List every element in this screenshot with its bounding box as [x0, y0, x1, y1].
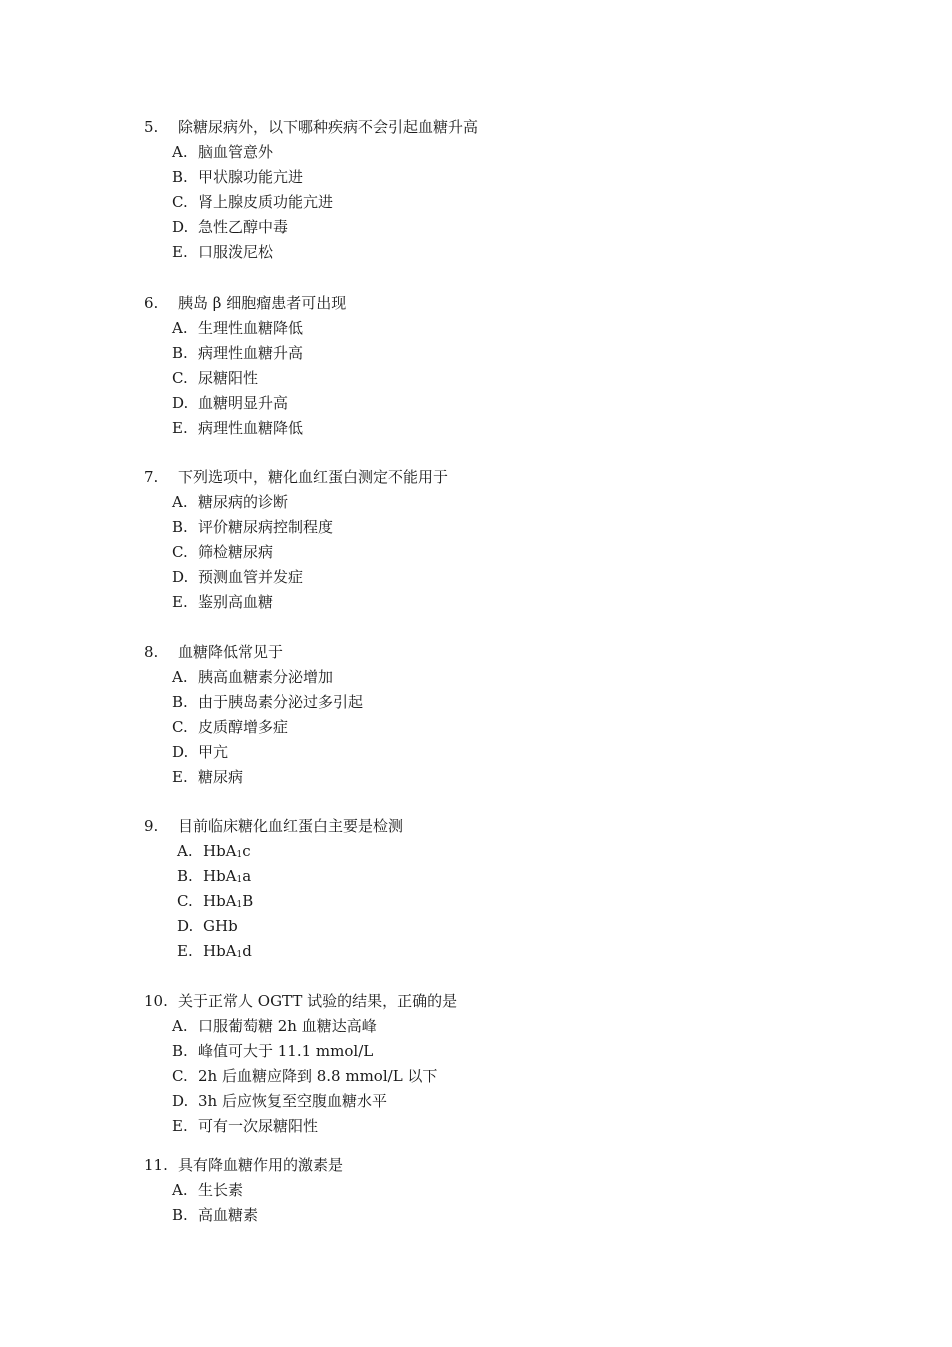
question-text: 血糖降低常见于 — [178, 643, 284, 661]
question-10 — [144, 989, 844, 1138]
question-stem — [144, 1153, 844, 1178]
option-a: A. 脑血管意外 — [172, 143, 274, 161]
question-text: 目前临床糖化血红蛋白主要是检测 — [178, 817, 404, 835]
option-b: B. 评价糖尿病控制程度 — [172, 517, 334, 536]
question-text: 具有降血糖作用的激素是 — [178, 1156, 344, 1174]
option-a: A. 口服葡萄糖 2h 血糖达高峰 — [172, 1017, 377, 1035]
option-b: B. 高血糖素 — [172, 1205, 259, 1224]
question-9 — [144, 814, 844, 963]
option-d: D. 血糖明显升高 — [172, 393, 289, 412]
question-stem — [144, 465, 844, 490]
question-number: 5. — [144, 118, 159, 136]
option-c: C. 2h 后血糖应降到 8.8 mmol/L 以下 — [172, 1066, 438, 1085]
question-stem — [144, 814, 844, 839]
question-11 — [144, 1153, 844, 1228]
option-d: D. 3h 后应恢复至空腹血糖水平 — [172, 1091, 387, 1110]
option-e: E. 糖尿病 — [172, 767, 244, 786]
question-stem — [144, 989, 844, 1014]
option-c: C. 皮质醇增多症 — [172, 717, 289, 736]
option-c: C. 尿糖阳性 — [172, 368, 259, 387]
option-d: D. 急性乙醇中毒 — [172, 217, 289, 236]
option-b: B. HbA$_1$a — [177, 866, 252, 885]
option-b: B. 病理性血糖升高 — [172, 343, 304, 362]
option-a: A. 糖尿病的诊断 — [172, 493, 289, 511]
question-text: 胰岛 β 细胞瘤患者可出现 — [178, 294, 347, 312]
question-text: 除糖尿病外，以下哪种疾病不会引起血糖升高 — [178, 118, 479, 136]
question-6 — [144, 291, 844, 440]
question-number: 9. — [144, 817, 159, 835]
question-number: 7. — [144, 468, 159, 486]
option-e: E. 病理性血糖降低 — [172, 418, 304, 437]
question-stem — [144, 115, 844, 140]
option-e: E. 鉴别高血糖 — [172, 592, 274, 611]
question-number: 6. — [144, 294, 159, 312]
question-stem — [144, 291, 844, 316]
question-number: 8. — [144, 643, 159, 661]
question-number: 10. — [144, 992, 168, 1010]
question-stem — [144, 640, 844, 665]
question-7 — [144, 465, 844, 614]
question-text: 下列选项中，糖化血红蛋白测定不能用于 — [178, 468, 449, 486]
question-text: 关于正常人 OGTT 试验的结果，正确的是 — [178, 992, 458, 1010]
option-c: C. HbA$_1$B — [177, 891, 254, 910]
question-5 — [144, 115, 844, 264]
option-a: A. 生长素 — [172, 1181, 244, 1199]
option-c: C. 筛检糖尿病 — [172, 542, 274, 561]
option-d: D. GHb — [177, 916, 238, 935]
question-number: 11. — [144, 1156, 168, 1174]
option-a: A. 胰高血糖素分泌增加 — [172, 668, 334, 686]
option-e: E. 口服泼尼松 — [172, 242, 274, 261]
option-e: E. HbA$_1$d — [177, 941, 252, 960]
option-d: D. 甲亢 — [172, 742, 229, 761]
option-c: C. 肾上腺皮质功能亢进 — [172, 192, 334, 211]
option-b: B. 由于胰岛素分泌过多引起 — [172, 692, 364, 711]
question-8 — [144, 640, 844, 789]
option-b: B. 甲状腺功能亢进 — [172, 167, 304, 186]
option-e: E. 可有一次尿糖阳性 — [172, 1116, 319, 1135]
option-a: A. 生理性血糖降低 — [172, 319, 304, 337]
option-b: B. 峰值可大于 11.1 mmol/L — [172, 1041, 374, 1060]
option-d: D. 预测血管并发症 — [172, 567, 304, 586]
option-a: A. HbA$_1$c — [177, 842, 251, 860]
